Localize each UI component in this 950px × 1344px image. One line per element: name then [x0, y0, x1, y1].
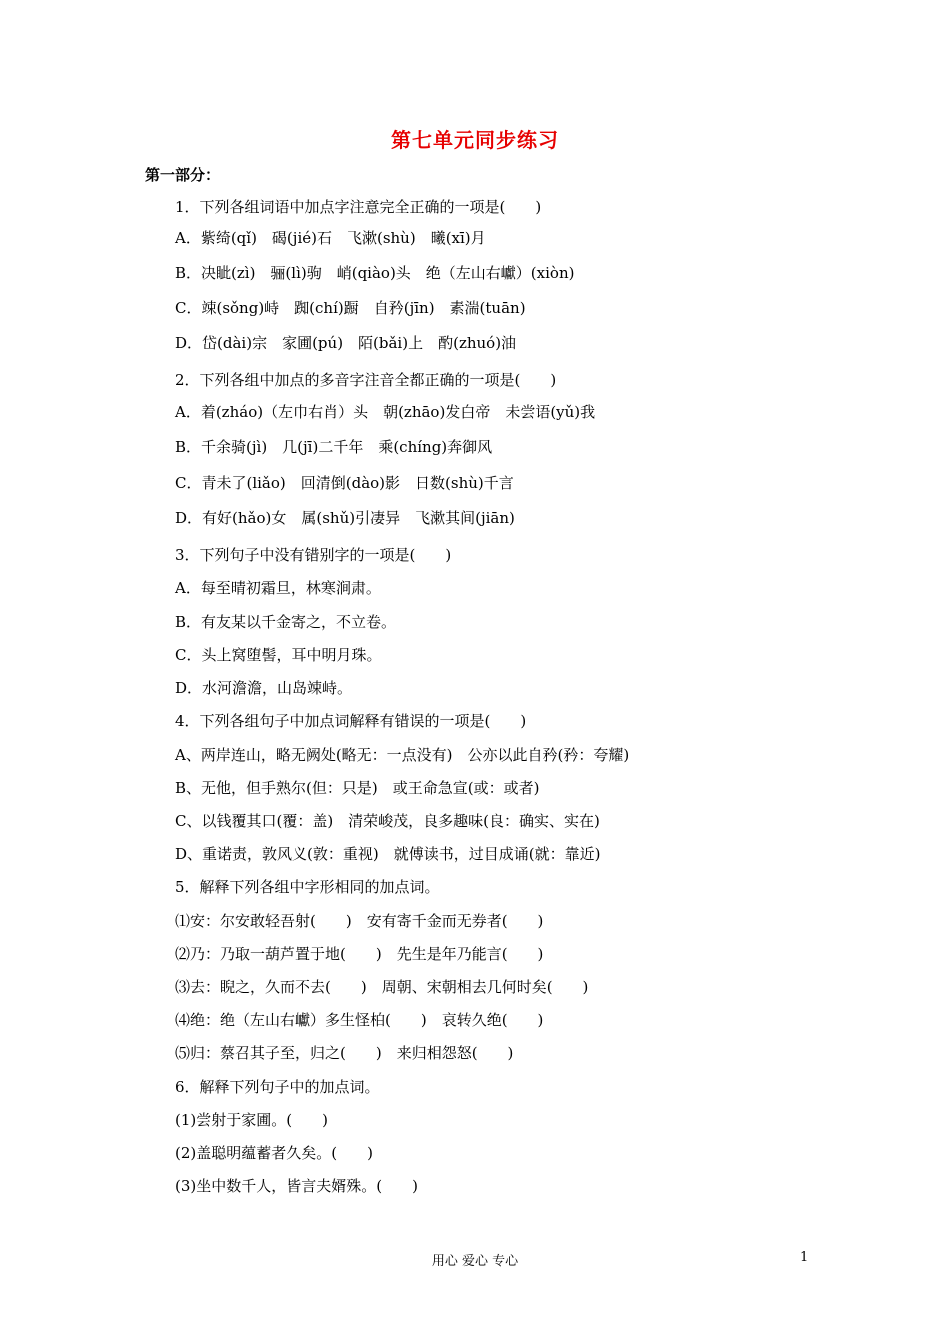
section-heading: 第一部分： [145, 166, 221, 184]
sub-item-line: ⑷绝：绝（左山右巘）多生怪柏( ) 哀转久绝( ) [175, 1011, 544, 1029]
page-title: 第七单元同步练习 [391, 128, 559, 152]
option-line: C、以钱覆其口(覆：盖) 清荣峻茂，良多趣味(良：确实、实在) [175, 812, 600, 830]
option-line: A．每至晴初霜旦，林寒涧肃。 [175, 579, 381, 597]
option-line: B．决眦(zì) 骊(lì)驹 峭(qiào)头 绝（左山右巘）(xiòn) [175, 264, 575, 282]
sub-item-line: ⑸归：蔡召其子至，归之( ) 来归相怨怒( ) [175, 1044, 514, 1062]
question-line: 6．解释下列句子中的加点词。 [175, 1078, 380, 1096]
option-line: C．头上窝堕髻，耳中明月珠。 [175, 646, 382, 664]
question-line: 5．解释下列各组中字形相同的加点词。 [175, 878, 440, 896]
option-line: C．青未了(liǎo) 回清倒(dào)影 日数(shù)千言 [175, 474, 514, 492]
sub-item-line: (3)坐中数千人，皆言夫婿殊。( ) [175, 1177, 418, 1195]
sub-item-line: (1)尝射于家圃。( ) [175, 1111, 328, 1129]
question-line: 4．下列各组句子中加点词解释有错误的一项是( ) [175, 712, 527, 730]
page-footer: 用心 爱心 专心 [431, 1254, 519, 1269]
option-line: D．岱(dài)宗 家圃(pú) 陌(bǎi)上 酌(zhuó)油 [175, 334, 517, 352]
option-line: D、重诺责，敦风义(敦：重视) 就傅读书，过目成诵(就：靠近) [175, 845, 601, 863]
option-line: D．有好(hǎo)女 属(shǔ)引凄异 飞漱其间(jiān) [175, 509, 515, 527]
option-line: A、两岸连山，略无阙处(略无：一点没有) 公亦以此自矜(矜：夸耀) [175, 746, 630, 764]
question-line: 1．下列各组词语中加点字注意完全正确的一项是( ) [175, 198, 542, 216]
sub-item-line: ⑴安：尔安敢轻吾射( ) 安有寄千金而无券者( ) [175, 912, 544, 930]
option-line: A．紫绮(qǐ) 碣(jié)石 飞漱(shù) 曦(xī)月 [175, 229, 486, 247]
sub-item-line: (2)盖聪明蕴蓄者久矣。( ) [175, 1144, 373, 1162]
option-line: B．有友某以千金寄之，不立卷。 [175, 613, 397, 631]
option-line: C．竦(sǒng)峙 踟(chí)蹰 自矜(jīn) 素湍(tuān) [175, 299, 526, 317]
option-line: A．着(zháo)（左巾右肖）头 朝(zhāo)发白帝 未尝语(yǔ)我 [175, 403, 596, 421]
question-line: 3．下列句子中没有错别字的一项是( ) [175, 546, 452, 564]
option-line: D．水河澹澹，山岛竦峙。 [175, 679, 353, 697]
sub-item-line: ⑵乃：乃取一葫芦置于地( ) 先生是年乃能言( ) [175, 945, 544, 963]
question-line: 2．下列各组中加点的多音字注音全都正确的一项是( ) [175, 371, 557, 389]
sub-item-line: ⑶去：睨之，久而不去( ) 周朝、宋朝相去几何时矣( ) [175, 978, 589, 996]
page-number: 1 [800, 1250, 809, 1265]
option-line: B．千余骑(jì) 几(jī)二千年 乘(chíng)奔御风 [175, 438, 493, 456]
option-line: B、无他，但手熟尔(但：只是) 或王命急宣(或：或者) [175, 779, 540, 797]
